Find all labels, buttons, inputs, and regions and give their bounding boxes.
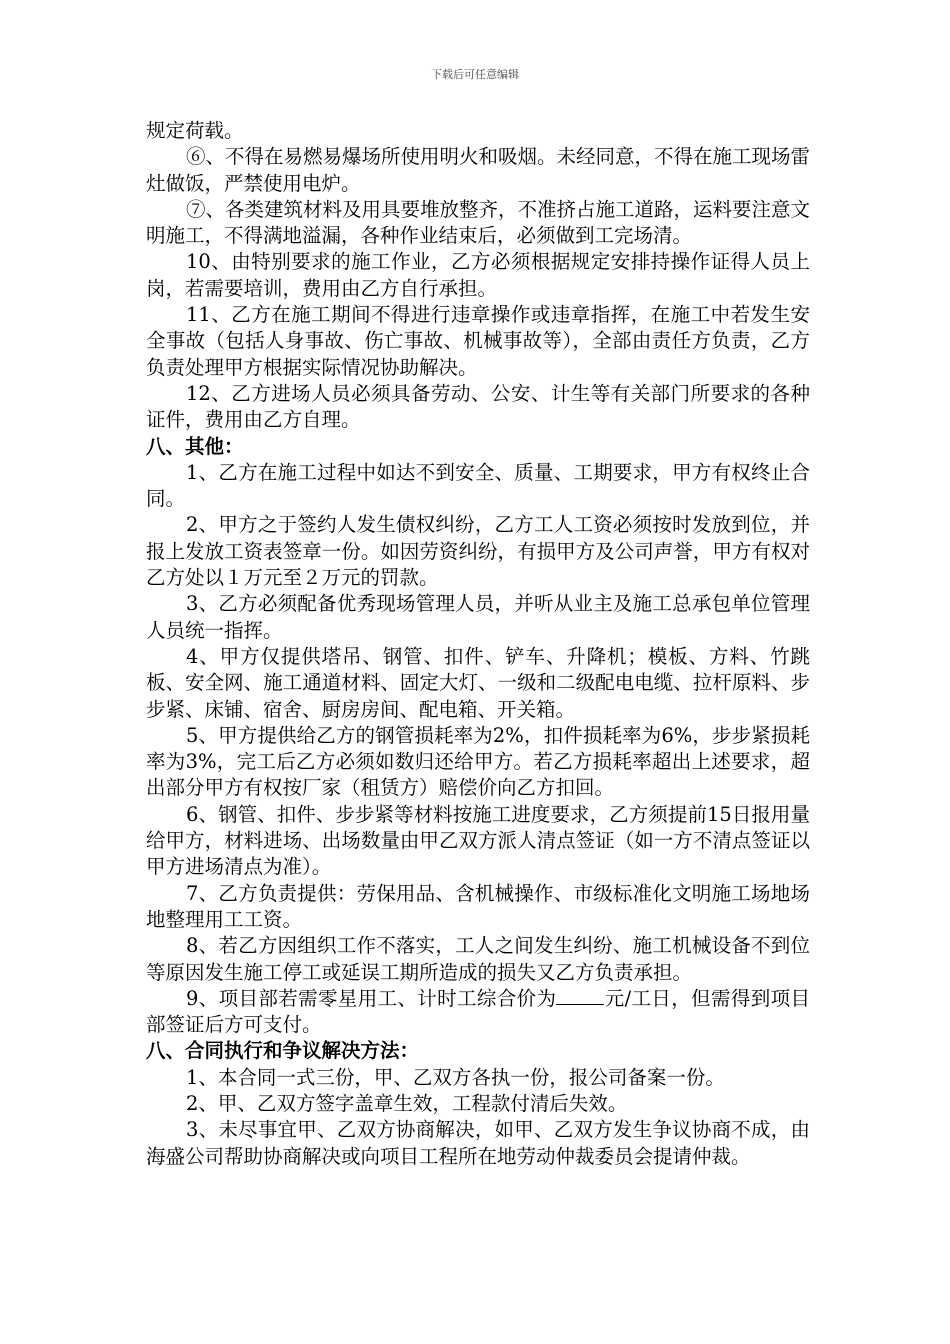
other-item-6: 6、钢管、扣件、步步紧等材料按施工进度要求，乙方须提前15日报用量给甲方，材料进场、出场数量由甲乙双方派人清点签证（如一方不清点签证以甲方进场清点为准）。: [146, 802, 810, 879]
other-item-2: 2、甲方之于签约人发生债权纠纷，乙方工人工资必须按时发放到位，并报上发放工资表签章一份。如因劳资纠纷，有损甲方及公司声誉，甲方有权对乙方处以１万元至２万元的罚款。: [146, 513, 810, 590]
other-item-9: [146, 986, 810, 1039]
clause-6: ⑥、不得在易燃易爆场所使用明火和吸烟。未经同意，不得在施工现场雷灶做饭，严禁使用电炉。: [146, 145, 811, 195]
clause-10: 10、由特别要求的施工作业，乙方必须根据规定安排持操作证得人员上岗，若需要培训，费用由乙方自行承担。: [146, 250, 810, 300]
other-item-5: 5、甲方提供给乙方的钢管损耗率为2%，扣件损耗率为6%，步步紧损耗率为3%，完工后乙方必须如数归还给甲方。若乙方损耗率超出上述要求，超出部分甲方有权按厂家（租赁方）赔偿价向乙方扣回。: [146, 723, 810, 800]
other-item-3: 3、乙方必须配备优秀现场管理人员，并听从业主及施工总承包单位管理人员统一指挥。: [146, 592, 810, 642]
section-heading-dispute: 八、合同执行和争议解决方法：: [146, 1039, 420, 1063]
page-header: 下载后可任意编辑: [431, 68, 519, 81]
document-body: [146, 118, 810, 1170]
other-item-4: 4、甲方仅提供塔吊、钢管、扣件、铲车、升降机；模板、方料、竹跳板、安全网、施工通道材料、固定大灯、一级和二级配电电缆、拉杆原料、步步紧、床铺、宿舍、厨房房间、配电箱、开关箱。: [146, 644, 810, 721]
dispute-item-3: 3、未尽事宜甲、乙双方协商解决，如甲、乙双方发生争议协商不成，由海盛公司帮助协商解决或向项目工程所在地劳动仲裁委员会提请仲裁。: [146, 1118, 810, 1168]
dispute-item-1: 1、本合同一式三份，甲、乙双方各执一份，报公司备案一份。: [186, 1065, 725, 1089]
clause-7: ⑦、各类建筑材料及用具要堆放整齐，不准挤占施工道路，运料要注意文明施工，不得满地溢漏，各种作业结束后，必须做到工完场清。: [146, 197, 811, 248]
other-item-8: 8、若乙方因组织工作不落实，工人之间发生纠纷、施工机械设备不到位等原因发生施工停工或延误工期所造成的损失又乙方负责承担。: [146, 934, 810, 984]
clause-11: 11、乙方在施工期间不得进行违章操作或违章指挥，在施工中若发生安全事故（包括人身事故、伤亡事故、机械事故等），全部由责任方负责，乙方负责处理甲方根据实际情况协助解决。: [146, 303, 810, 379]
dispute-item-2: 2、甲、乙双方签字盖章生效，工程款付清后失效。: [186, 1091, 628, 1115]
item-9-text-b: 元/工日，但需得到项目部签证后方可支付。: [146, 986, 810, 1037]
clause-12: 12、乙方进场人员必须具备劳动、公安、计生等有关部门所要求的各种证件，费用由乙方自理。: [146, 381, 810, 432]
item-9-text-a: 9、项目部若需零星用工、计时工综合价为: [186, 986, 557, 1010]
other-item-7: 7、乙方负责提供：劳保用品、含机械操作、市级标准化文明施工场地场地整理用工工资。: [146, 881, 810, 931]
paragraph: 规定荷载。: [146, 119, 244, 142]
other-item-1: 1、乙方在施工过程中如达不到安全、质量、工期要求，甲方有权终止合同。: [146, 460, 810, 511]
price-blank-line: [556, 986, 604, 1005]
section-heading-other: 八、其他：: [146, 434, 244, 458]
